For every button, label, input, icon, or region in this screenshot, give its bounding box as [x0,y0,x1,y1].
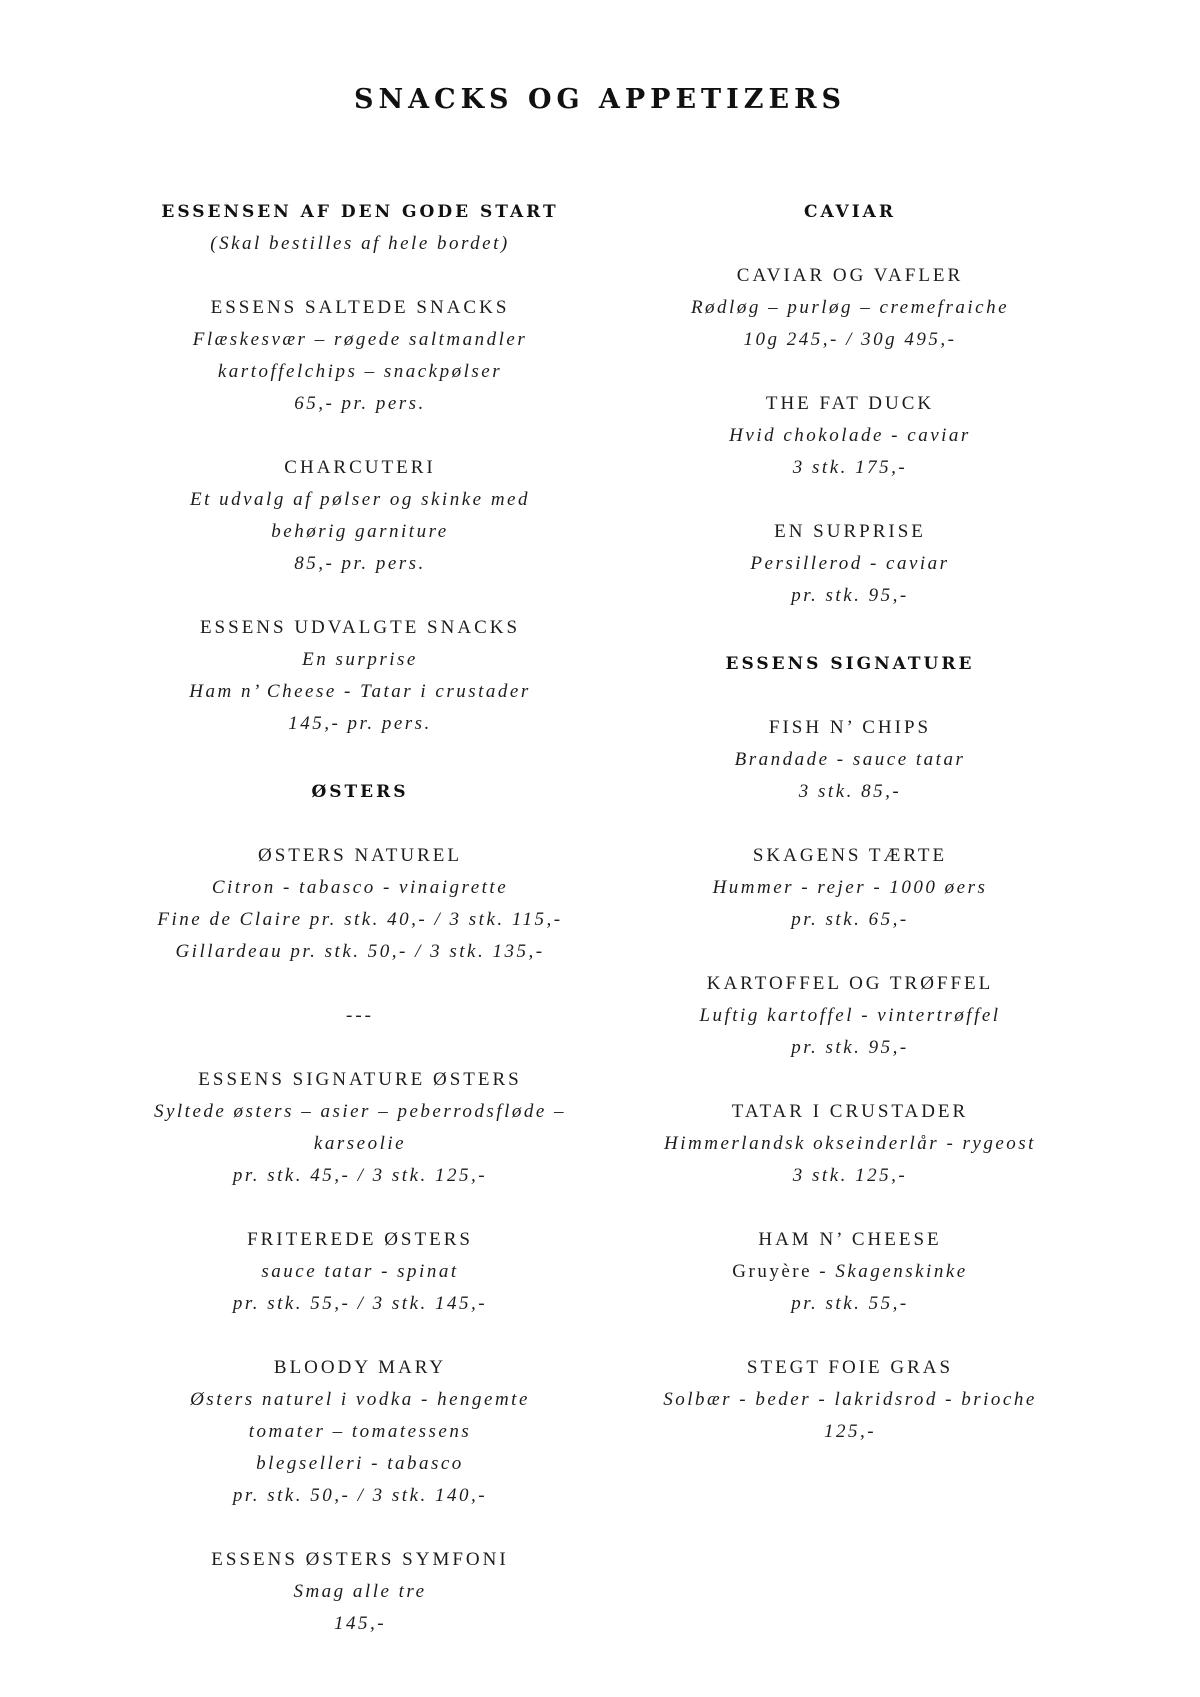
item-description: sauce tatar - spinat [261,1261,459,1282]
item-description: Citron - tabasco - vinaigrette [211,877,509,898]
item-name: STEGT FOIE GRAS [746,1357,954,1378]
item-name: SKAGENS TÆRTE [752,845,948,866]
menu-item-en-surprise [625,516,1075,612]
item-name: FISH N’ CHIPS [768,717,932,738]
item-description: Ham n’ Cheese - Tatar i crustader [189,681,531,702]
item-name: TATAR I CRUSTADER [731,1101,969,1122]
item-price: pr. stk. 45,- / 3 stk. 125,- [232,1165,488,1186]
menu-item-charcuteri [115,452,605,580]
item-price: 10g 245,- / 30g 495,- [743,329,957,350]
item-description: Rødløg – purløg – cremefraiche [690,297,1010,318]
item-description: Brandade - sauce tatar [734,749,966,770]
menu-item-osters-naturel [115,840,605,968]
item-price: 65,- pr. pers. [294,393,426,414]
item-name: CHARCUTERI [284,457,436,478]
item-price: pr. stk. 65,- [791,909,909,930]
item-description: tomater – tomatessens [248,1421,472,1442]
item-price: pr. stk. 55,- / 3 stk. 145,- [232,1293,488,1314]
item-name: KARTOFFEL OG TRØFFEL [706,973,994,994]
item-name: EN SURPRISE [774,521,926,542]
item-description: Smag alle tre [293,1581,427,1602]
menu-item-kartoffel-og-troffel [625,968,1075,1064]
menu-item-osters-symfoni [115,1544,605,1640]
item-name: CAVIAR OG VAFLER [736,265,964,286]
item-description: blegselleri - tabasco [256,1453,464,1474]
left-column [115,196,605,1640]
item-description: En surprise [302,649,418,670]
item-description [625,1256,1075,1288]
item-name: FRITEREDE ØSTERS [247,1229,473,1250]
item-description: Et udvalg af pølser og skinke med [189,489,530,510]
item-price: 125,- [823,1421,877,1442]
item-description: Østers naturel i vodka - hengemte [190,1389,530,1410]
section-note: (Skal bestilles af hele bordet) [210,233,510,254]
menu-item-tatar-i-crustader [625,1096,1075,1192]
menu-item-stegt-foie-gras [625,1352,1075,1448]
item-price: 3 stk. 85,- [798,781,902,802]
menu-item-skagens-taerte [625,840,1075,936]
menu-item-ham-n-cheese [625,1224,1075,1320]
item-name: ESSENS SALTEDE SNACKS [210,297,510,318]
item-price: 3 stk. 175,- [792,457,908,478]
item-name: ØSTERS NATUREL [257,845,463,866]
item-name: ESSENS UDVALGTE SNACKS [199,617,521,638]
menu-item-udvalgte-snacks [115,612,605,740]
item-price: 145,- [333,1613,387,1634]
item-price: Gillardeau pr. stk. 50,- / 3 stk. 135,- [175,941,545,962]
item-description: Luftig kartoffel - vintertrøffel [699,1005,1001,1026]
item-price: Fine de Claire pr. stk. 40,- / 3 stk. 115,- [157,909,563,930]
item-description-italic: Skagenskinke [835,1261,968,1282]
menu-item-fish-n-chips [625,712,1075,808]
item-price: pr. stk. 95,- [791,1037,909,1058]
item-price: pr. stk. 50,- / 3 stk. 140,- [232,1485,488,1506]
item-price: 145,- pr. pers. [288,713,432,734]
item-description-plain: Gruyère - [732,1261,836,1282]
item-description: kartoffelchips – snackpølser [217,361,503,382]
item-description: behørig garniture [271,521,449,542]
item-price: 85,- pr. pers. [294,553,426,574]
separator: --- [346,1005,374,1026]
item-price: pr. stk. 95,- [791,585,909,606]
menu-item-signature-osters [115,1064,605,1192]
menu-item-fat-duck [625,388,1075,484]
section-header-caviar: CAVIAR [804,202,896,222]
item-description: Hvid chokolade - caviar [729,425,971,446]
menu-item-bloody-mary [115,1352,605,1512]
right-column [625,196,1075,1448]
section-header-start: ESSENSEN AF DEN GODE START [161,202,559,222]
item-description: Persillerod - caviar [750,553,950,574]
menu-item-friterede-osters [115,1224,605,1320]
item-name: BLOODY MARY [273,1357,447,1378]
item-description: Himmerlandsk okseinderlår - rygeost [664,1133,1036,1154]
item-name: HAM N’ CHEESE [758,1229,942,1250]
section-header-signature: ESSENS SIGNATURE [725,654,975,674]
section-header-oysters: ØSTERS [311,782,409,802]
item-description: Hummer - rejer - 1000 øers [712,877,988,898]
item-description: Flæskesvær – røgede saltmandler [192,329,528,350]
page-title: SNACKS OG APPETIZERS [353,84,847,115]
item-name: THE FAT DUCK [765,393,935,414]
menu-item-saltede-snacks [115,292,605,420]
item-price: pr. stk. 55,- [791,1293,909,1314]
item-description: Syltede østers – asier – peberrodsfløde – [153,1101,567,1122]
item-name: ESSENS ØSTERS SYMFONI [211,1549,509,1570]
item-description: Solbær - beder - lakridsrod - brioche [663,1389,1037,1410]
item-name: ESSENS SIGNATURE ØSTERS [198,1069,522,1090]
item-description: karseolie [313,1133,407,1154]
menu-item-caviar-og-vafler [625,260,1075,356]
item-price: 3 stk. 125,- [792,1165,908,1186]
